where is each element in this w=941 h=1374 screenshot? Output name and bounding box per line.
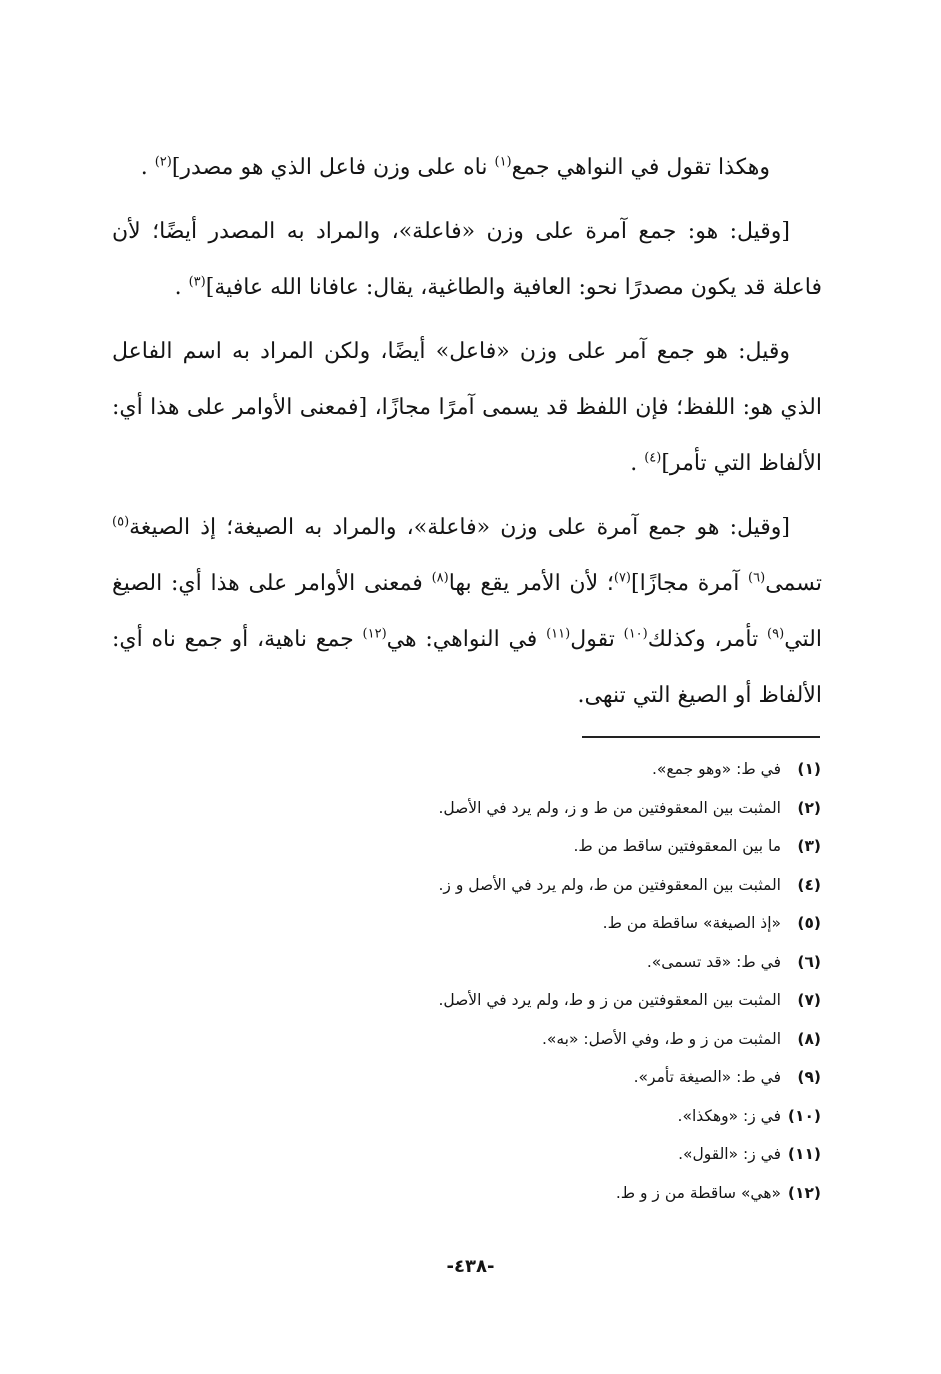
footnote-ref-4: (٤) [644, 450, 662, 466]
footnotes [261, 750, 821, 1212]
paragraph-3 [112, 324, 822, 492]
paragraph-4-text-f: تأمر، وكذلك [647, 627, 768, 652]
footnote-ref-10: (١٠) [623, 626, 648, 642]
footnote-ref-11: (١١) [546, 626, 571, 642]
footnote-12 [261, 1174, 821, 1213]
footnote-number: (٣) [797, 837, 821, 855]
footnote-number: (٦) [797, 952, 821, 971]
footnote-text: المثبت بين المعقوفتين من ز و ط، ولم يرد في الأصل. [438, 991, 781, 1009]
footnote-number: (٢) [797, 798, 821, 817]
footnote-3 [261, 827, 821, 866]
footnote-text: في ط: «قد تسمى». [646, 952, 781, 971]
footnote-ref-3: (٣) [188, 274, 206, 290]
footnote-number: (٧) [797, 991, 821, 1009]
paragraph-4-text-g: تقول [570, 627, 624, 652]
footnote-text: في ط: «وهو جمع». [651, 760, 781, 778]
footnote-ref-1: (١) [494, 154, 512, 170]
footnote-text: في ز: «القول». [678, 1145, 781, 1163]
footnote-9 [261, 1058, 821, 1097]
paragraph-4-text-h: في النواهي: هي [386, 627, 547, 652]
paragraph-2-text-a: [وقيل: هو: جمع آمرة على وزن «فاعلة»، والمراد به المصدر أيضًا؛ لأن فاعلة قد يكون مصدرًا نحو: العافية والطاغية، يقال: عافانا الله عافية] [112, 219, 822, 300]
footnote-2 [261, 789, 821, 828]
footnote-ref-7: (٧) [613, 570, 631, 586]
paragraph-1-text-a: وهكذا تقول في النواهي جمع [511, 155, 770, 180]
footnote-ref-9: (٩) [767, 626, 785, 642]
page-number: -٤٣٨- [446, 1256, 495, 1277]
main-text [112, 140, 822, 732]
paragraph-2-text-b: . [174, 275, 189, 300]
footnote-4 [261, 866, 821, 905]
paragraph-4-text-d: ؛ لأن الأمر يقع بها [448, 571, 614, 596]
paragraph-3-text-b: . [630, 451, 645, 476]
footnote-5 [261, 904, 821, 943]
paragraph-2 [112, 204, 822, 316]
footnote-text: ما بين المعقوفتين ساقط من ط. [573, 837, 781, 855]
paragraph-4-text-c: آمرة مجازًا] [631, 571, 749, 596]
footnote-11 [261, 1135, 821, 1174]
footnote-number: (١٠) [787, 1106, 821, 1125]
paragraph-1-text-b: ناه على وزن فاعل الذي هو مصدر] [171, 155, 495, 180]
footnote-number: (٥) [797, 914, 821, 932]
footnote-text: المثبت من ز و ط، وفي الأصل: «به». [541, 1029, 781, 1048]
paragraph-1-text-c: . [140, 155, 155, 180]
footnote-ref-6: (٦) [748, 570, 766, 586]
footnote-number: (٨) [797, 1029, 821, 1048]
paragraph-3-text-a: وقيل: هو جمع آمر على وزن «فاعل» أيضًا، ولكن المراد به اسم الفاعل الذي هو: اللفظ؛ فإن اللفظ قد يسمى آمرًا مجازًا، [فمعنى الأوامر على هذا أي: الألفاظ التي تأمر] [112, 339, 822, 476]
footnote-text: «إذ الصيغة» ساقطة من ط. [602, 914, 781, 932]
footnote-6 [261, 943, 821, 982]
footnote-ref-5: (٥) [112, 514, 130, 530]
footnote-number: (١٢) [787, 1183, 821, 1202]
footnote-8 [261, 1020, 821, 1059]
footnote-text: المثبت بين المعقوفتين من ط، ولم يرد في الأصل و ز. [438, 875, 781, 894]
paragraph-4 [112, 500, 822, 724]
footnote-number: (١١) [787, 1145, 821, 1163]
footnote-text: «هي» ساقطة من ز و ط. [615, 1183, 781, 1202]
paragraph-1 [112, 140, 822, 196]
footnote-ref-8: (٨) [431, 570, 449, 586]
footnote-ref-12: (١٢) [362, 626, 387, 642]
footnote-7 [261, 981, 821, 1020]
footnote-10 [261, 1097, 821, 1136]
footnote-text: في ز: «وهكذا». [677, 1106, 781, 1125]
footnote-1 [261, 750, 821, 789]
footnote-number: (٩) [797, 1068, 821, 1086]
paragraph-4-text-a: [وقيل: هو جمع آمرة على وزن «فاعلة»، والمراد به الصيغة؛ إذ الصيغة [129, 515, 790, 540]
paragraph-4-text-b: تسمى [765, 571, 822, 596]
footnote-number: (١) [797, 760, 821, 778]
footnote-ref-2: (٢) [154, 154, 172, 170]
paragraph-4-text-e: فمعنى الأوامر على هذا أي: الصيغ التي [112, 571, 822, 652]
footnote-text: في ط: «الصيغة تأمر». [633, 1068, 781, 1086]
footnote-text: المثبت بين المعقوفتين من ط و ز، ولم يرد في الأصل. [438, 798, 781, 817]
footnote-separator [582, 736, 820, 738]
footnote-number: (٤) [797, 875, 821, 894]
paragraph-4-text-i: جمع ناهية، أو جمع ناه أي: الألفاظ أو الصيغ التي تنهى. [112, 627, 822, 708]
